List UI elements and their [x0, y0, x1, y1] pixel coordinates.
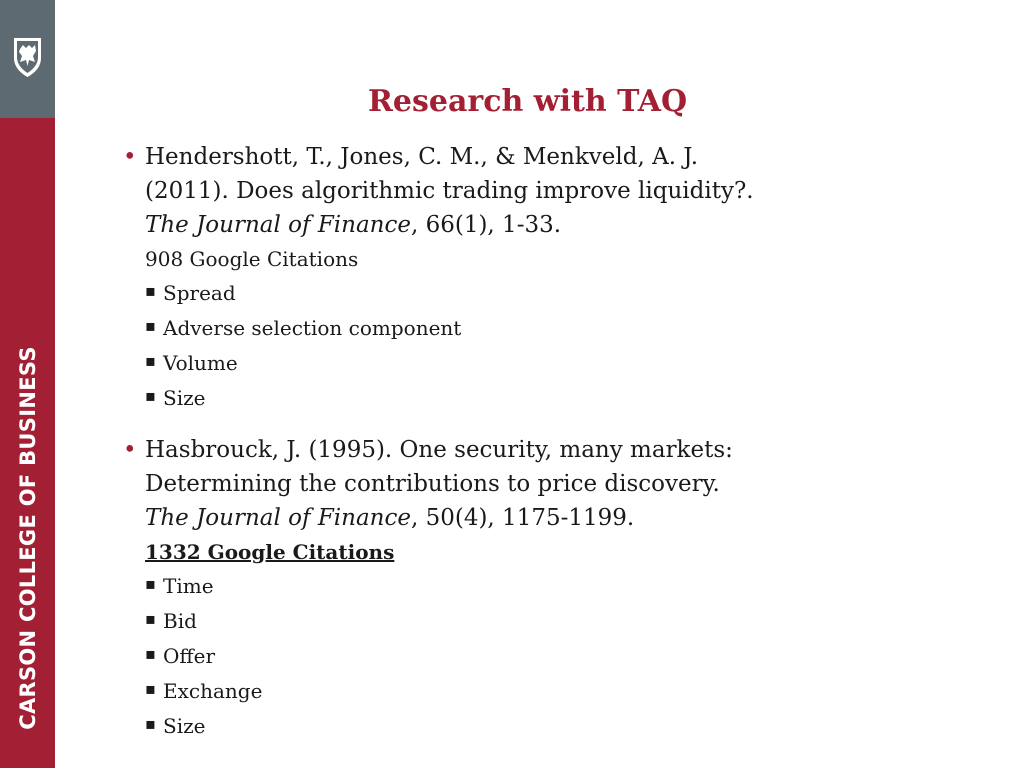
bullet-icon: • — [123, 144, 137, 170]
sub-item — [145, 639, 865, 674]
sub-item — [145, 346, 865, 381]
sub-bullet-icon: ▪ — [145, 714, 156, 733]
reference-authors: Hendershott, T., Jones, C. M., & Menkveld, A. J. — [145, 144, 699, 170]
reference-title: (2011). Does algorithmic trading improve liquidity?. — [145, 178, 754, 204]
sub-item — [145, 276, 865, 311]
sub-bullet-icon: ▪ — [145, 609, 156, 628]
reference-journal-line — [145, 208, 865, 242]
reference-authors: Hasbrouck, J. (1995). One security, many markets: — [145, 437, 733, 463]
citation-count: 1332 Google Citations — [145, 540, 395, 564]
sub-item-label: Volume — [163, 351, 238, 375]
reference-journal-line — [145, 501, 865, 535]
sub-item — [145, 674, 865, 709]
sub-item-label: Adverse selection component — [163, 316, 462, 340]
wsu-cougar-shield-icon — [11, 36, 44, 78]
sub-item-label: Exchange — [163, 679, 263, 703]
journal-name: The Journal of Finance — [145, 212, 411, 238]
sub-item-label: Spread — [163, 281, 236, 305]
slide-title: Research with TAQ — [368, 84, 688, 119]
sub-item — [145, 381, 865, 416]
reference-title: Determining the contributions to price discovery. — [145, 471, 720, 497]
sub-item-label: Size — [163, 386, 206, 410]
reference-hendershott — [123, 140, 865, 416]
journal-volume-pages: , 50(4), 1175-1199. — [410, 505, 635, 531]
journal-name: The Journal of Finance — [145, 505, 411, 531]
sub-item — [145, 311, 865, 346]
citation-count: 908 Google Citations — [145, 247, 359, 271]
sub-bullet-icon: ▪ — [145, 574, 156, 593]
sub-bullet-icon: ▪ — [145, 644, 156, 663]
journal-volume-pages: , 66(1), 1-33. — [410, 212, 562, 238]
sub-item-label: Offer — [163, 644, 216, 668]
sub-bullet-icon: ▪ — [145, 386, 156, 405]
sub-bullet-icon: ▪ — [145, 316, 156, 335]
sidebar-top-band — [0, 0, 55, 118]
sub-bullet-icon: ▪ — [145, 351, 156, 370]
sub-item — [145, 604, 865, 639]
sub-item-label: Bid — [163, 609, 197, 633]
sub-bullet-icon: ▪ — [145, 281, 156, 300]
sidebar-college-name: CARSON COLLEGE OF BUSINESS — [16, 346, 40, 730]
sub-item-label: Time — [163, 574, 214, 598]
sub-bullet-icon: ▪ — [145, 679, 156, 698]
sub-item — [145, 569, 865, 604]
reference-hasbrouck — [123, 433, 865, 744]
sub-item — [145, 709, 865, 744]
sub-item-label: Size — [163, 714, 206, 738]
bullet-icon: • — [123, 437, 137, 463]
